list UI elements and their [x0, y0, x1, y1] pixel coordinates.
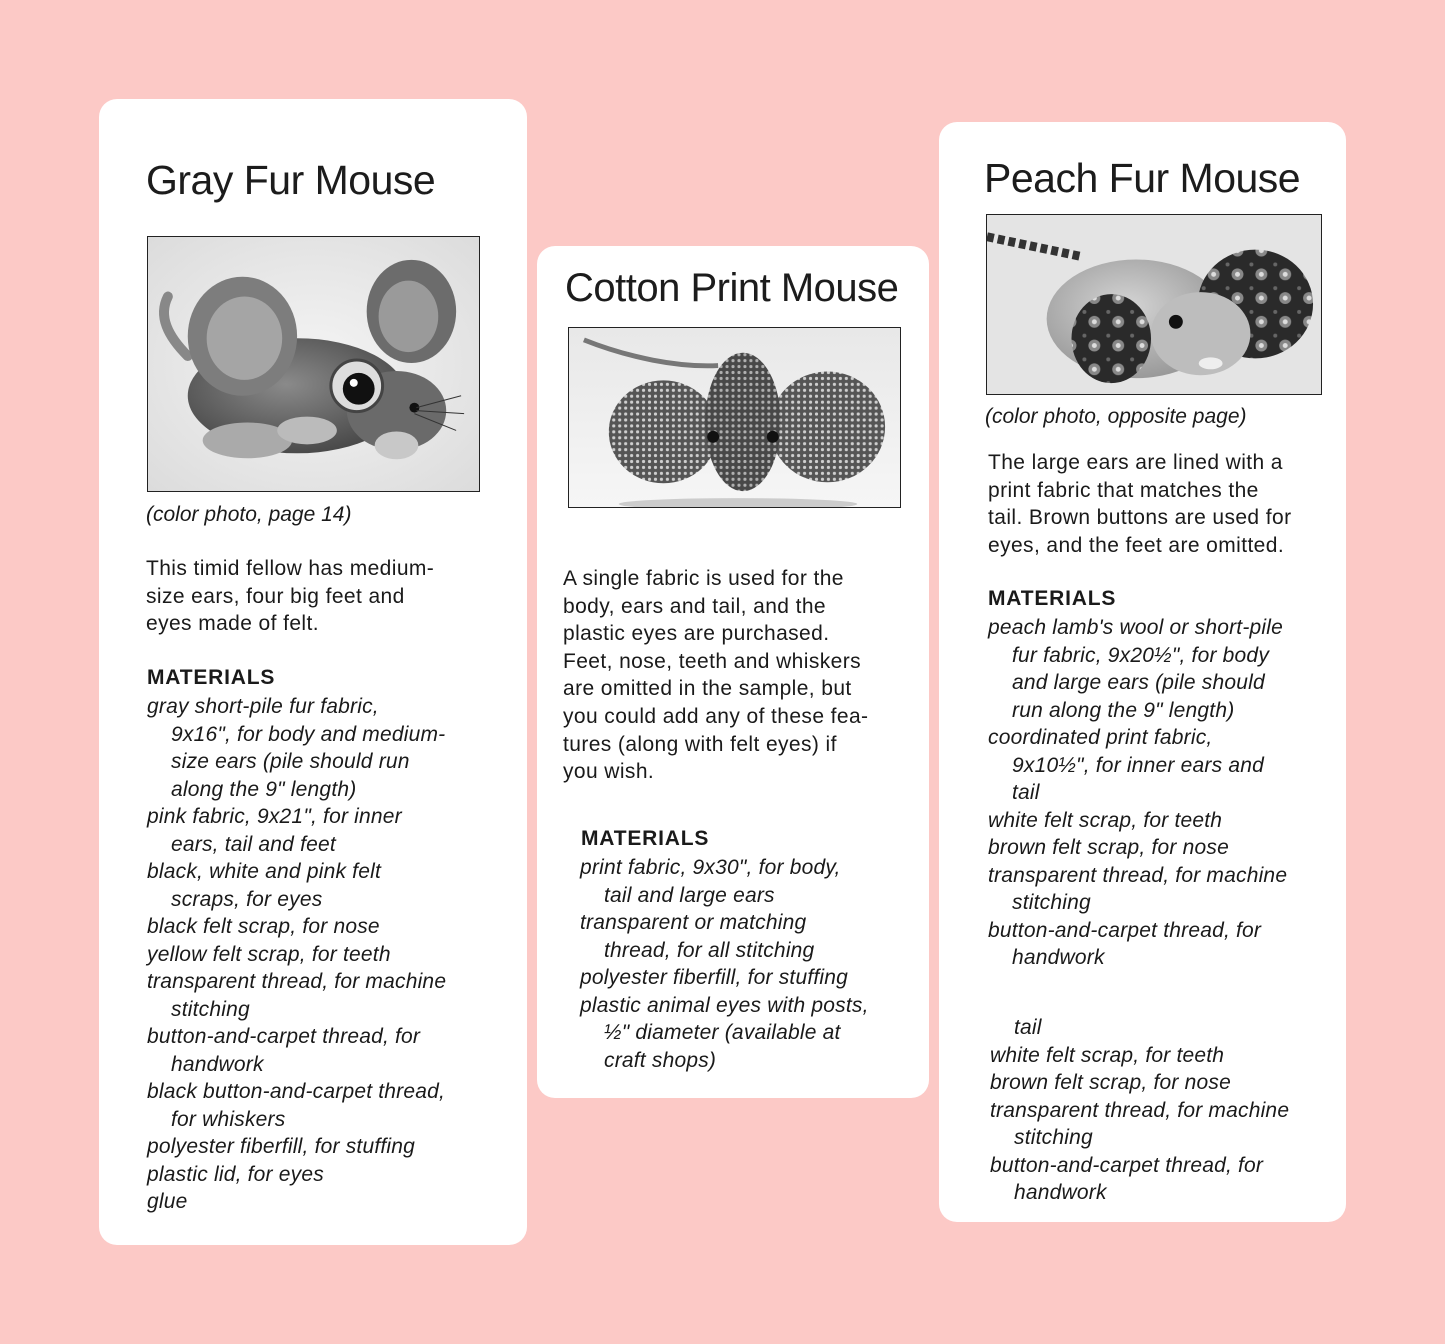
material-item: button-and-carpet thread, for — [988, 918, 1262, 942]
material-item: fur fabric, 9x20½", for body — [1012, 643, 1270, 667]
material-item: transparent thread, for machine — [147, 970, 447, 993]
description-line: you wish. — [563, 760, 655, 784]
material-item: peach lamb's wool or short-pile — [988, 616, 1284, 639]
material-item: transparent or matching — [580, 911, 807, 934]
material-item: brown felt scrap, for nose — [990, 1071, 1231, 1094]
peach-fur-mouse-caption: (color photo, opposite page) — [985, 405, 1247, 428]
material-item: black, white and pink felt — [147, 860, 381, 883]
peach-fur-mouse-description — [988, 449, 1291, 559]
peach-materials-list — [988, 614, 1287, 972]
material-item: black button-and-carpet thread, — [147, 1080, 446, 1103]
peach-fur-mouse-photo — [986, 214, 1322, 395]
gray-fur-mouse-caption: (color photo, page 14) — [146, 503, 352, 526]
material-item: tail — [1012, 781, 1040, 804]
material-item: transparent thread, for machine — [990, 1098, 1290, 1122]
material-item: button-and-carpet thread, for — [990, 1153, 1264, 1177]
peach-fur-mouse-card — [939, 122, 1346, 1222]
material-item: white felt scrap, for teeth — [990, 1043, 1225, 1067]
description-line: This timid fellow has medium- — [146, 557, 435, 580]
description-line: eyes made of felt. — [146, 612, 319, 636]
peach-materials-list-repeat — [990, 1014, 1289, 1207]
material-item: handwork — [1014, 1181, 1107, 1204]
peach-materials-heading: MATERIALS — [988, 587, 1117, 610]
material-item: stitching — [171, 997, 250, 1021]
gray-fur-mouse-title: Gray Fur Mouse — [146, 157, 436, 203]
material-item: ears, tail and feet — [171, 832, 336, 856]
material-item: tail and large ears — [604, 883, 775, 907]
cotton-materials-list — [580, 854, 869, 1074]
description-line: A single fabric is used for the — [563, 567, 844, 590]
material-item: plastic lid, for eyes — [147, 1162, 324, 1186]
description-line: eyes, and the feet are omitted. — [988, 533, 1285, 557]
material-item: black felt scrap, for nose — [147, 915, 380, 938]
material-item: handwork — [1012, 946, 1105, 969]
gray-materials-list — [147, 693, 446, 1216]
description-line: tures (along with felt eyes) if — [563, 732, 837, 756]
material-item: stitching — [1014, 1126, 1093, 1149]
material-item: coordinated print fabric, — [988, 726, 1213, 749]
material-item: polyester fiberfill, for stuffing — [147, 1135, 416, 1158]
description-line: plastic eyes are purchased. — [563, 622, 830, 646]
material-item: scraps, for eyes — [171, 887, 323, 911]
material-item: tail — [1014, 1016, 1042, 1039]
material-item: plastic animal eyes with posts, — [580, 993, 869, 1017]
gray-materials-heading: MATERIALS — [147, 666, 276, 689]
peach-fur-mouse-title: Peach Fur Mouse — [984, 155, 1301, 201]
cotton-print-mouse-description — [563, 565, 868, 786]
material-item: along the 9" length) — [171, 777, 357, 801]
material-item: white felt scrap, for teeth — [988, 808, 1223, 832]
cotton-print-mouse-card — [537, 246, 929, 1098]
gray-fur-mouse-photo — [147, 236, 480, 492]
description-line: print fabric that matches the — [988, 478, 1259, 502]
description-line: are omitted in the sample, but — [563, 677, 852, 701]
description-line: tail. Brown buttons are used for — [988, 506, 1292, 530]
gray-fur-mouse-description — [146, 555, 434, 638]
material-item: polyester fiberfill, for stuffing — [580, 966, 849, 989]
material-item: gray short-pile fur fabric, — [147, 695, 379, 718]
material-item: ½" diameter (available at — [604, 1021, 841, 1044]
description-line: size ears, four big feet and — [146, 584, 405, 608]
description-line: body, ears and tail, and the — [563, 594, 826, 618]
gray-fur-mouse-card — [99, 99, 527, 1245]
material-item: yellow felt scrap, for teeth — [147, 942, 391, 966]
description-line: The large ears are lined with a — [988, 451, 1283, 474]
cotton-print-mouse-title: Cotton Print Mouse — [565, 266, 899, 310]
material-item: size ears (pile should run — [171, 750, 410, 773]
description-line: Feet, nose, teeth and whiskers — [563, 649, 861, 673]
cotton-print-mouse-photo — [568, 327, 901, 508]
material-item: print fabric, 9x30", for body, — [580, 856, 841, 879]
material-item: 9x10½", for inner ears and — [1012, 753, 1264, 777]
material-item: and large ears (pile should — [1012, 671, 1265, 694]
material-item: 9x16", for body and medium- — [171, 722, 446, 746]
material-item: stitching — [1012, 891, 1091, 914]
material-item: thread, for all stitching — [604, 938, 815, 962]
material-item: for whiskers — [171, 1107, 286, 1131]
material-item: glue — [147, 1190, 188, 1213]
material-item: button-and-carpet thread, for — [147, 1025, 421, 1048]
material-item: handwork — [171, 1052, 264, 1076]
material-item: brown felt scrap, for nose — [988, 836, 1229, 859]
material-item: craft shops) — [604, 1048, 717, 1072]
cotton-materials-heading: MATERIALS — [581, 827, 710, 850]
description-line: you could add any of these fea- — [563, 704, 869, 728]
material-item: pink fabric, 9x21", for inner — [147, 805, 402, 828]
material-item: run along the 9" length) — [1012, 698, 1235, 722]
material-item: transparent thread, for machine — [988, 863, 1288, 887]
